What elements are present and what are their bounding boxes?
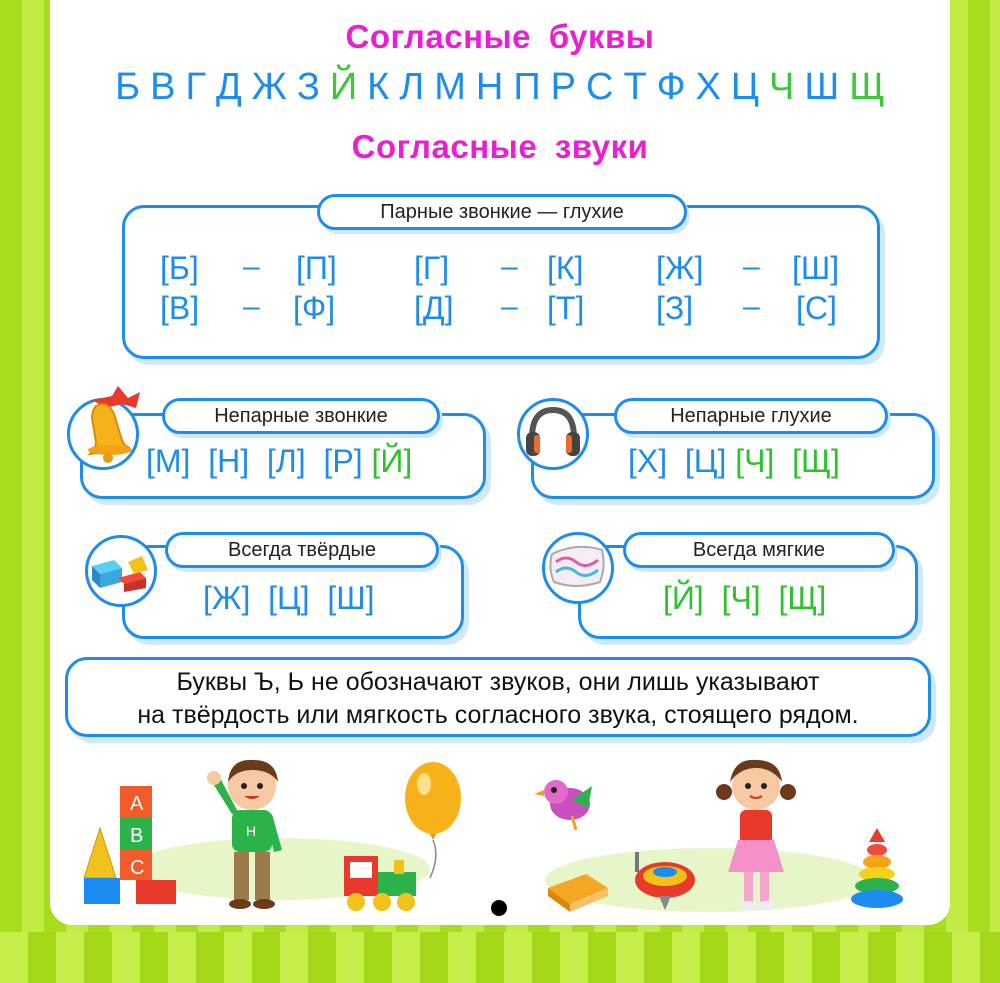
bottom-stripe-band: [0, 932, 1000, 983]
bell-icon: [62, 378, 148, 470]
hard-soft-sign-note: [65, 657, 931, 737]
spinning-top-icon: [625, 850, 701, 912]
pair-voiced: [З]: [656, 290, 694, 326]
pair-dash: –: [743, 250, 760, 283]
consonant-letter: Х: [695, 66, 721, 108]
title-consonant-letters: Согласные буквы: [345, 18, 655, 55]
consonant-letter: Ж: [251, 66, 287, 108]
paired-sounds-label: Парные звонкие — глухие: [317, 194, 687, 230]
block-letter: А: [130, 793, 144, 815]
toy-blocks-icon: [88, 548, 154, 594]
always-hard-label: Всегда твёрдые: [165, 532, 439, 568]
consonant-letter: К: [367, 66, 390, 108]
book-icon: [542, 868, 612, 916]
letter-blocks-icon: [80, 778, 180, 908]
pair-dash: –: [243, 290, 260, 323]
unpaired-voiced-sounds: [146, 443, 412, 480]
title-consonant-sounds: Согласные звуки: [351, 128, 649, 165]
block-letter: В: [130, 825, 144, 847]
consonant-letter: Ф: [656, 66, 686, 108]
consonant-letter: Д: [216, 66, 242, 108]
unpaired-voiceless-sounds: [628, 443, 840, 480]
consonant-letter: Й: [329, 66, 358, 108]
pair-voiced: [Ж]: [656, 250, 704, 286]
consonant-letter: Л: [399, 66, 425, 108]
consonant-letter: Ш: [804, 66, 840, 108]
pair-voiced: [В]: [160, 290, 200, 326]
pair-voiceless: [Ш]: [792, 250, 840, 286]
boy-illustration: [200, 752, 300, 912]
pair-voiceless: [П]: [296, 250, 337, 286]
consonant-letter: С: [586, 66, 614, 108]
toy-train-icon: [338, 848, 428, 914]
consonant-letter: Г: [185, 66, 207, 108]
pillow-icon: [546, 540, 608, 592]
pair-dash: –: [743, 290, 760, 323]
consonant-letter: Ч: [769, 66, 795, 108]
pair-voiced: [Д]: [414, 290, 454, 326]
unpaired-voiced-label: Непарные звонкие: [162, 398, 440, 434]
note-line-1: Буквы Ъ, Ь не обозначают звуков, они лишь указывают: [176, 668, 820, 696]
pair-dash: –: [501, 250, 518, 283]
consonant-letter: В: [150, 66, 176, 108]
unpaired-voiced-list: [М] [Н] [Л] [Р]: [146, 443, 363, 479]
pair-voiceless: [Т]: [547, 290, 585, 326]
pair-dash: –: [501, 290, 518, 323]
block-letter: С: [130, 857, 145, 879]
pair-voiceless: [Ф]: [293, 290, 336, 326]
girl-illustration: [706, 752, 806, 917]
consonant-letter: Н: [475, 66, 504, 108]
consonant-letter: Б: [115, 66, 141, 108]
unpaired-voiceless-soft: [Ч] [Щ]: [735, 443, 840, 479]
always-hard-sounds: [Ж] [Ц] [Ш]: [203, 580, 375, 616]
consonant-letter: М: [434, 66, 466, 108]
pair-voiced: [Г]: [414, 250, 450, 286]
boy-shirt-letter: Н: [246, 823, 257, 839]
pair-dash: –: [243, 250, 260, 283]
consonant-letter: П: [513, 66, 541, 108]
unpaired-voiced-soft: [Й]: [371, 443, 413, 479]
headphones-icon: [520, 402, 586, 464]
consonant-letter: Щ: [849, 66, 885, 108]
ring-pyramid-icon: [845, 824, 909, 912]
page-dot: [491, 900, 507, 916]
consonant-letter: Р: [550, 66, 576, 108]
consonant-alphabet: [0, 66, 1000, 109]
bird-icon: [532, 772, 604, 834]
consonant-letter: Т: [623, 66, 647, 108]
consonant-letter: Ц: [730, 66, 760, 108]
unpaired-voiceless-list: [Х] [Ц]: [628, 443, 727, 479]
consonant-letter: З: [296, 66, 320, 108]
always-soft-label: Всегда мягкие: [623, 532, 895, 568]
note-line-2: на твёрдость или мягкость согласного звука, стоящего рядом.: [137, 701, 859, 729]
pair-voiceless: [К]: [547, 250, 584, 286]
pair-voiceless: [С]: [796, 290, 837, 326]
always-soft-sounds: [Й] [Ч] [Щ]: [663, 580, 827, 616]
unpaired-voiceless-label: Непарные глухие: [614, 398, 888, 434]
pair-voiced: [Б]: [160, 250, 199, 286]
